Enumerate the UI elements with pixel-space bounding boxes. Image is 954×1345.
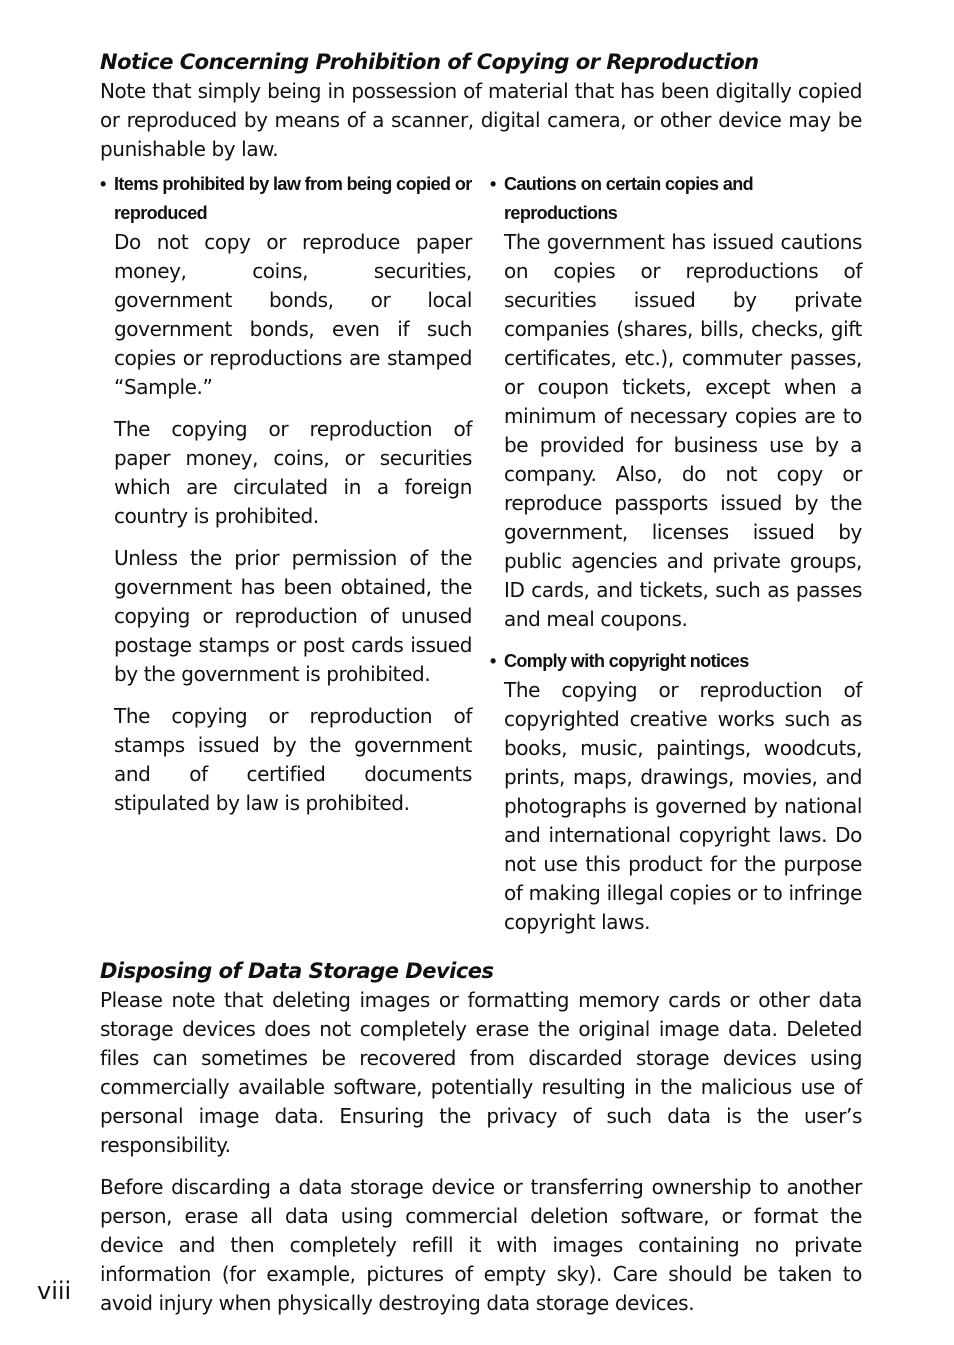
notice-intro: Note that simply being in possession of material that has been digitally copied or reproduced by means of a scanner, digital camera, or other device may be punishable by law. — [100, 79, 862, 161]
prohibited-items-title: • Items prohibited by law from being copied or reproduced — [100, 170, 472, 228]
page-number: viii — [37, 1277, 72, 1305]
disposing-heading: Disposing of Data Storage Devices — [100, 959, 494, 983]
right-column — [490, 170, 862, 949]
prohibited-paragraph-4: The copying or reproduction of stamps issued by the government and of certified documents stipulated by law is prohibited. — [114, 704, 472, 815]
copyright-paragraph: The copying or reproduction of copyrighted creative works such as books, music, paintings, woodcuts, prints, maps, drawings, movies, and photographs is governed by national and international copyright laws. Do not use this product for the purpose of making illegal copies or to infringe copyright laws. — [504, 678, 862, 934]
left-column — [100, 170, 472, 949]
page-content — [100, 48, 862, 1318]
disposing-paragraph-2: Before discarding a data storage device or transferring ownership to another person, erase all data using commercial deletion software, or format the device and then completely refill it with images containing no private information (for example, pictures of empty sky). Care should be taken to avoid injury when physically destroying data storage devices. — [100, 1175, 862, 1315]
cautions-paragraph: The government has issued cautions on copies or reproductions of securities issued by private companies (shares, bills, checks, gift certificates, etc.), commuter passes, or coupon tickets, except when a minimum of necessary copies are to be provided for business use by a company. Also, do not copy or reproduce passports issued by the government, licenses issued by public agencies and private groups, ID cards, and tickets, such as passes and meal coupons. — [504, 230, 862, 631]
notice-heading: Notice Concerning Prohibition of Copying or Reproduction — [100, 50, 759, 74]
prohibited-paragraph-1: Do not copy or reproduce paper money, coins, securities, government bonds, or local government bonds, even if such copies or reproductions are stamped “Sample.” — [114, 230, 472, 399]
copyright-title: • Comply with copyright notices — [490, 647, 862, 676]
prohibited-paragraph-2: The copying or reproduction of paper money, coins, or securities which are circulated in a foreign country is prohibited. — [114, 417, 472, 528]
disposing-paragraph-1: Please note that deleting images or formatting memory cards or other data storage devices does not completely erase the original image data. Deleted files can sometimes be recovered from discarded storage devices using commercially available software, potentially resulting in the malicious use of personal image data. Ensuring the privacy of such data is the user’s responsibility. — [100, 988, 862, 1157]
two-column-section — [100, 170, 862, 949]
prohibited-paragraph-3: Unless the prior permission of the government has been obtained, the copying or reproduction of unused postage stamps or post cards issued by the government is prohibited. — [114, 546, 472, 686]
disposing-section — [100, 957, 862, 1318]
cautions-title: • Cautions on certain copies and reproductions — [490, 170, 862, 228]
